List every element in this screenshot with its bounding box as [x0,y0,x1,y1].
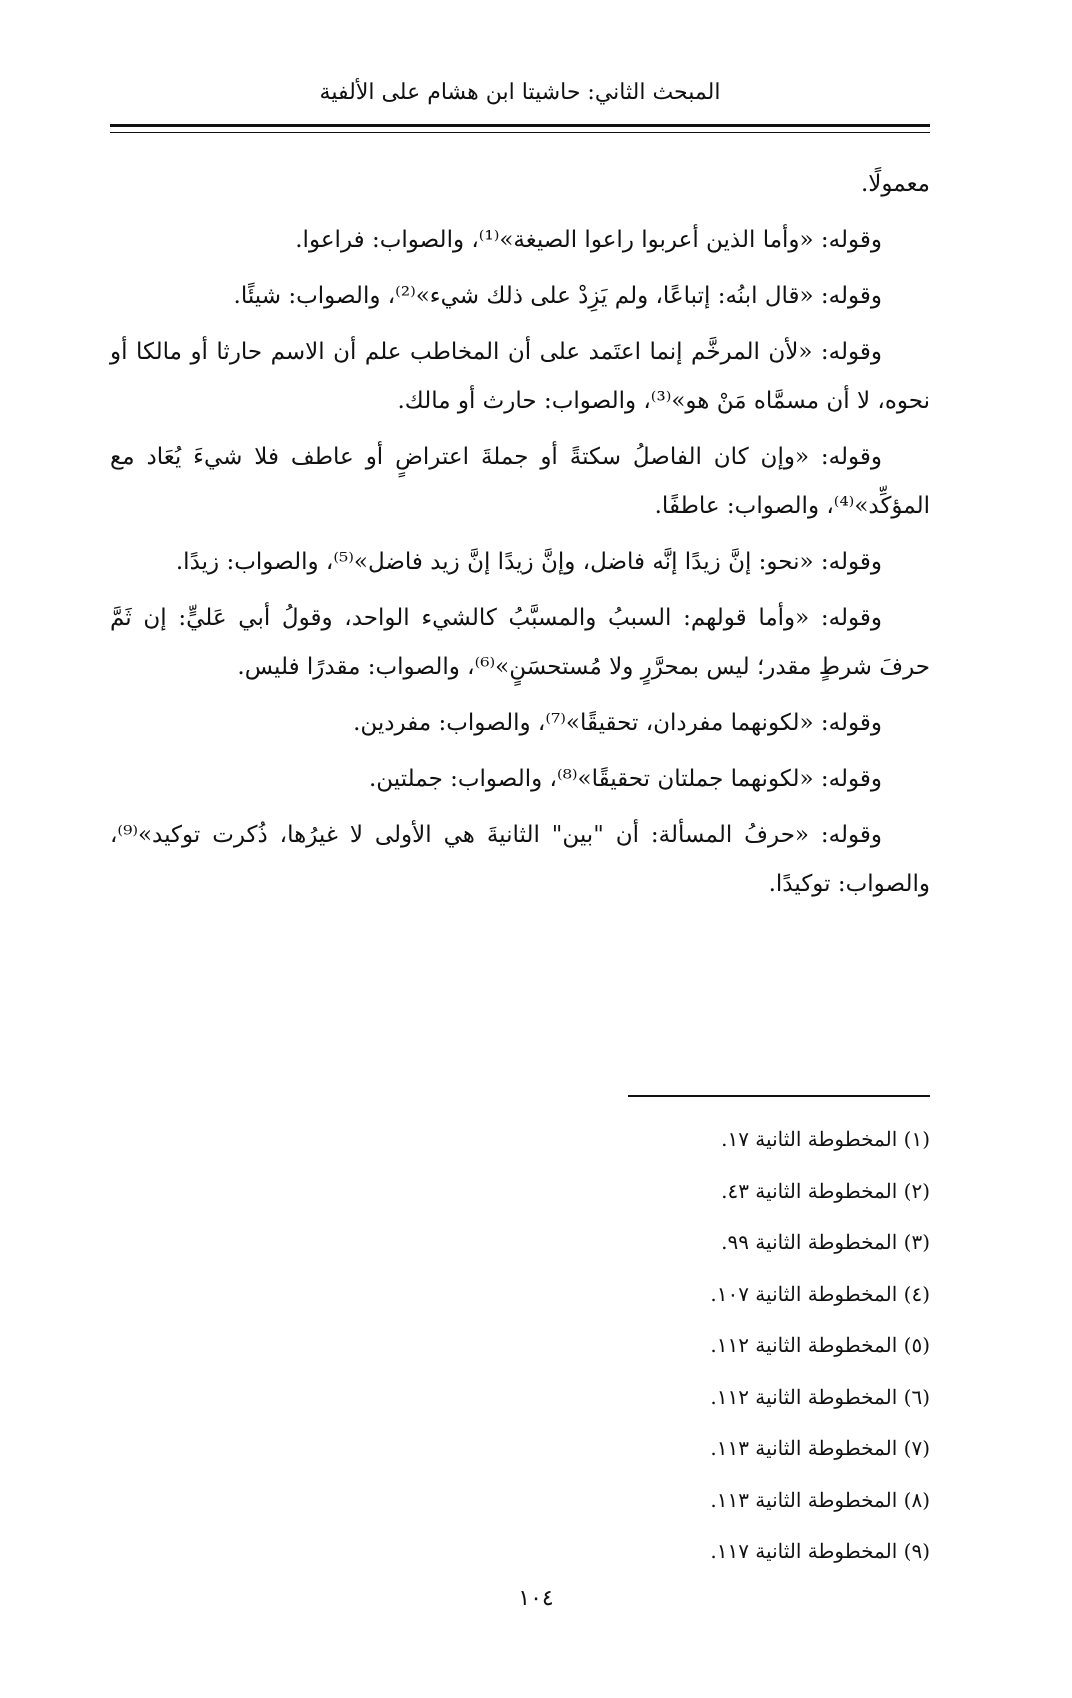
footnote-9: (٩) المخطوطة الثانية ١١٧. [710,1539,930,1563]
paragraph: معمولًا. [860,171,930,197]
footnote-2: (٢) المخطوطة الثانية ٤٣. [721,1178,930,1203]
footnote-6: (٦) المخطوطة الثانية ١١٢. [710,1384,930,1409]
footnote-8: (٨) المخطوطة الثانية ١١٣. [710,1487,930,1512]
header-rule-thick [110,124,930,127]
footnotes [110,1114,930,1578]
paragraph: وقوله: «قال ابنُه: إتباعًا، ولم يَزِدْ على ذلك شيء»⁽²⁾، والصواب: شيئًا. [233,283,882,309]
footnote-separator [628,1095,930,1097]
paragraph: وقوله: «حرفُ المسألة: أن "بين" الثانيةَ هي الأولى لا غيرُها، ذُكرت توكيد»⁽⁹⁾، والصواب: توكيدًا. [110,822,930,897]
footnote-7: (٧) المخطوطة الثانية ١١٣. [710,1436,930,1460]
footnote-3: (٣) المخطوطة الثانية ٩٩. [721,1230,930,1254]
footnote-5: (٥) المخطوطة الثانية ١١٢. [710,1333,930,1357]
page-number: ١٠٤ [518,1586,554,1611]
paragraph: وقوله: «لكونهما جملتان تحقيقًا»⁽⁸⁾، والصواب: جملتين. [368,766,882,792]
paragraph: وقوله: «وأما الذين أعربوا راعوا الصيغة»⁽¹⁾، والصواب: فراعوا. [295,227,882,253]
footnote-4: (٤) المخطوطة الثانية ١٠٧. [710,1281,930,1306]
paragraph: وقوله: «نحو: إنَّ زيدًا إنَّه فاضل، وإنَّ زيدًا إنَّ زيد فاضل»⁽⁵⁾، والصواب: زيدًا. [175,549,882,575]
paragraph: وقوله: «وإن كان الفاصلُ سكتةً أو جملةَ اعتراضٍ أو عاطف فلا شيءَ يُعَاد مع المؤكِّد»⁽⁴⁾، والصواب: عاطفًا. [110,444,930,519]
header-rule-thin [110,132,930,133]
paragraph: وقوله: «لأن المرخَّم إنما اعتَمد على أن المخاطب علم أن الاسم حارثا أو مالكا أو نحوه، لا أن مسمَّاه مَنْ هو»⁽³⁾، والصواب: حارث أو مالك. [110,339,930,414]
paragraph: وقوله: «وأما قولهم: السببُ والمسبَّبُ كالشيء الواحد، وقولُ أبي عَليٍّ: إن ثَمَّ حرفَ شرطٍ مقدر؛ ليس بمحرَّرٍ ولا مُستحسَنٍ»⁽⁶⁾، والصواب: مقدرًا فليس. [110,605,930,680]
body-text [110,160,930,916]
footnote-1: (١) المخطوطة الثانية ١٧. [721,1127,930,1151]
running-header: المبحث الثاني: حاشيتا ابن هشام على الألفية [319,80,721,105]
paragraph: وقوله: «لكونهما مفردان، تحقيقًا»⁽⁷⁾، والصواب: مفردين. [353,710,882,736]
